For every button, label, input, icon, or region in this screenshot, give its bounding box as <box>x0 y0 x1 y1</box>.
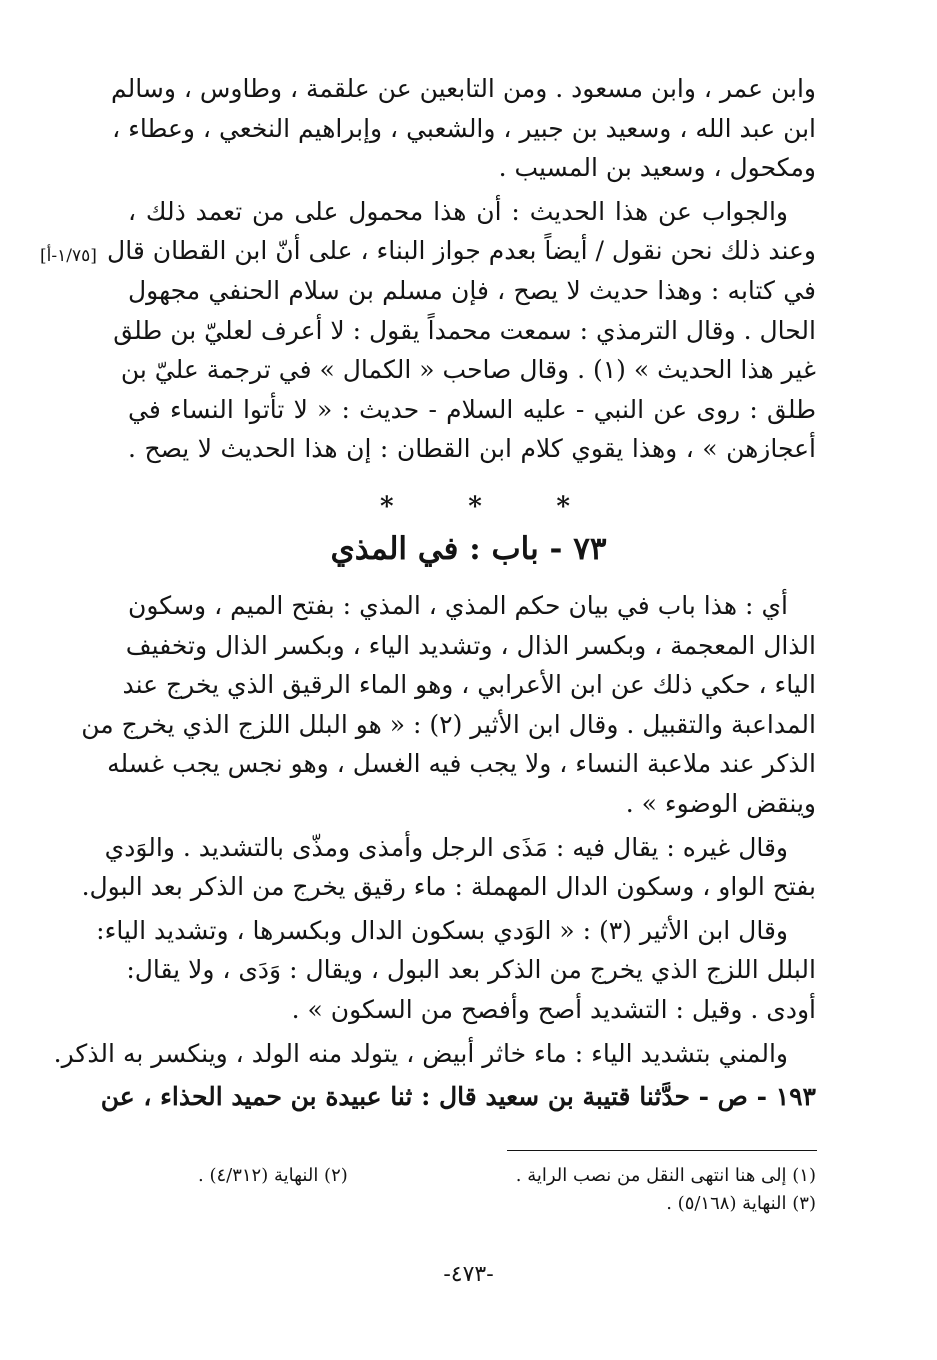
footnote-divider <box>507 1150 817 1151</box>
paragraph-4 <box>81 828 816 907</box>
text-line: طلق : روى عن النبي - عليه السلام - حديث : « لا تأتوا النساء في <box>128 394 816 424</box>
text-line: وينقض الوضوء » . <box>625 788 816 818</box>
text-line: الذكر عند ملاعبة النساء ، ولا يجب فيه الغسل ، وهو نجس يجب غسله <box>107 749 816 779</box>
text-line: والجواب عن هذا الحديث : أن هذا محمول على من تعمد ذلك ، <box>128 196 788 226</box>
text-line: وقال غيره : يقال فيه : مَذَى الرجل وأمذى ومذّى بالتشديد . والوَدي <box>104 832 788 862</box>
paragraph-6 <box>53 1034 816 1074</box>
text-line: ابن عبد الله ، وسعيد بن جبير ، والشعبي ، وإبراهيم النخعي ، وعطاء ، <box>112 113 816 143</box>
paragraph-5 <box>96 911 816 1030</box>
text-line: الذال المعجمة ، وبكسر الذال ، وتشديد الياء ، وبكسر الذال وتخفيف <box>125 630 816 660</box>
section-separator <box>380 492 570 522</box>
text-line: وقال ابن الأثير (٣) : « الوَدي بسكون الدال وبكسرها ، وتشديد الياء: <box>96 915 788 945</box>
text-line: بفتح الواو ، وسكون الدال المهملة : ماء رقيق يخرج من الذكر بعد البول. <box>81 872 816 902</box>
paragraph-3 <box>81 586 816 824</box>
text-line: أودى . وقيل : التشديد أصح وأفصح من السكون » . <box>291 994 816 1024</box>
text-line: الياء ، حكي ذلك عن ابن الأعرابي ، وهو الماء الرقيق الذي يخرج عند <box>122 670 816 700</box>
text-line: الحال . وقال الترمذي : سمعت محمداً يقول : لا أعرف لعليّ بن طلق <box>113 315 816 345</box>
footnote-3: (٣) النهاية (٥/١٦٨) . <box>666 1193 816 1214</box>
footnotes <box>148 1162 816 1218</box>
text-line: أي : هذا باب في بيان حكم المذي ، المذي : بفتح الميم ، وسكون <box>128 591 788 620</box>
text-line: ومكحول ، وسعيد بن المسيب . <box>498 153 816 183</box>
text-line: المداعبة والتقبيل . وقال ابن الأثير (٢) : « هو البلل اللزج الذي يخرج من <box>81 709 816 739</box>
footnote-row <box>148 1162 816 1190</box>
page-number: -٤٧٣- <box>443 1262 494 1287</box>
text-line: في كتابه : وهذا حديث لا يصح ، فإن مسلم بن سلام الحنفي مجهول <box>128 275 816 305</box>
chapter-title: ٧٣ - باب : في المذي <box>330 531 607 567</box>
paragraph-2 <box>107 192 816 469</box>
text-line: البلل اللزج الذي يخرج من الذكر بعد البول ، ويقال : وَدَى ، ولا يقال: <box>126 955 816 985</box>
text-line: وعند ذلك نحن نقول / أيضاً بعدم جواز البناء ، على أنّ ابن القطان قال <box>107 236 816 266</box>
separator-star: * <box>468 492 482 522</box>
main-text-upper <box>107 69 816 469</box>
paragraph-1 <box>111 69 816 188</box>
text-line: وابن عمر ، وابن مسعود . ومن التابعين عن علقمة ، وطاوس ، وسالم <box>111 74 816 103</box>
footnote-row <box>148 1190 816 1218</box>
footnote-2: (٢) النهاية (٤/٣١٢) . <box>198 1165 348 1186</box>
text-line: أعجازهن » ، وهذا يقوي كلام ابن القطان : إن هذا الحديث لا يصح . <box>128 434 816 464</box>
separator-star: * <box>556 492 570 522</box>
separator-star: * <box>380 492 394 522</box>
text-line: والمني بتشديد الياء : ماء خاثر أبيض ، يتولد منه الولد ، وينكسر به الذكر. <box>53 1038 788 1068</box>
main-text-lower <box>53 586 816 1117</box>
margin-manuscript-reference: [١/٧٥-أ] <box>40 246 97 266</box>
hadith-line: ١٩٣ - ص - حدَّثنا قتيبة بن سعيد قال : ثنا عبيدة بن حميد الحذاء ، عن <box>100 1082 816 1112</box>
text-line: غير هذا الحديث » (١) . وقال صاحب « الكمال » في ترجمة عليّ بن <box>120 355 816 385</box>
footnote-1: (١) إلى هنا انتهى النقل من نصب الراية . <box>515 1165 816 1186</box>
